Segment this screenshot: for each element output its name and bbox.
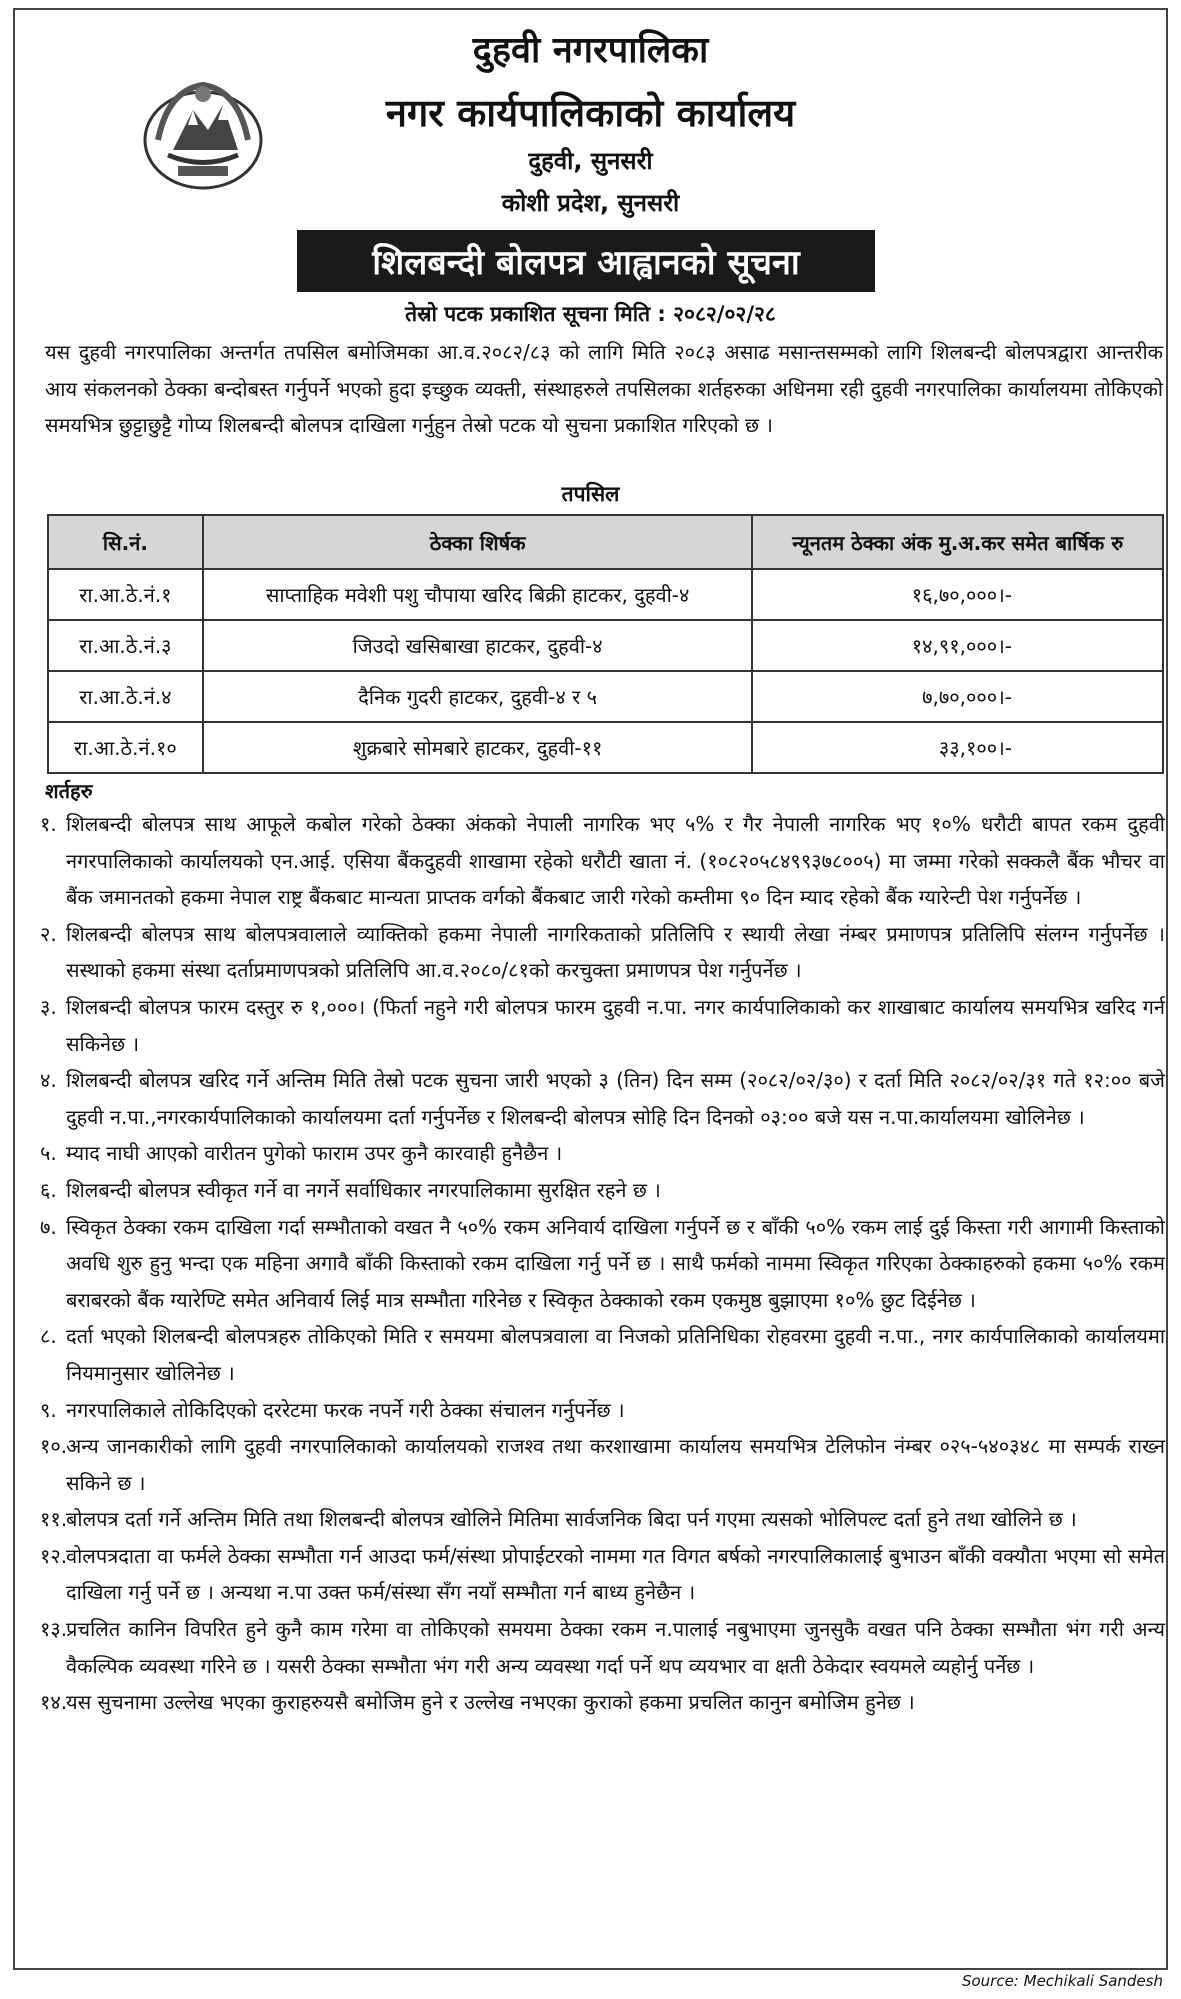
row-id: रा.आ.ठे.नं.४: [48, 671, 203, 722]
list-item: [40, 806, 1165, 916]
condition-text: नगरपालिकाले तोकिदिएको दररेटमा फरक नपर्ने गरी ठेक्का संचालन गर्नुपर्नेछ ।: [66, 1397, 625, 1422]
list-item: [40, 1209, 1165, 1319]
condition-text: बोलपत्र दर्ता गर्ने अन्तिम मिति तथा शिलबन्दी बोलपत्र खोलिने मितिमा सार्वजनिक बिदा पर्न गएमा त्यसको भोलिपल्ट दर्ता हुने तथा खोलिने छ ।: [66, 1507, 1077, 1532]
list-item: [40, 1428, 1165, 1501]
condition-number: १.: [40, 812, 57, 836]
schedule-title: तपसिल: [561, 482, 620, 506]
publish-date-line: तेस्रो पटक प्रकाशित सूचना मिति : २०८२/०२/२८: [405, 302, 776, 326]
condition-number: १३.: [40, 1617, 68, 1642]
col-header-amount: न्यूनतम ठेक्का अंक मु.अ.कर समेत बार्षिक रु: [752, 515, 1163, 569]
list-item: [40, 1501, 1165, 1538]
list-item: [40, 1392, 1165, 1429]
table-row: [48, 722, 1163, 773]
condition-number: ८.: [40, 1324, 57, 1349]
condition-text: शिलबन्दी बोलपत्र साथ आफूले कबोल गरेको ठेक्का अंकको नेपाली नागरिक भए ५% र गैर नेपाली नागरिक भए १०% धरौटी बापत रकम दुहवी नगरपालिकाको कार्यालयको एन.आई. एसिया बैंकदुहवी शाखामा रहेको धरौटी खाता नं. (१०८२०५८४९९३७८००५) मा जम्मा गरेको सक्कलै बैंक भौचर वा बैंक जमानतको हकमा नेपाल राष्ट्र बैंकबाट मान्यता प्राप्तक वर्गको बैंकबाट जारी गरेको कम्तीमा ९० दिन म्याद रहेको बैंक ग्यारेन्टी पेश गर्नुपर्नेछ ।: [66, 812, 1165, 910]
source-credit: Source: Mechikali Sandesh: [961, 1972, 1163, 1990]
municipality-name: दुहवी नगरपालिका: [472, 30, 709, 71]
condition-text: शिलबन्दी बोलपत्र खरिद गर्ने अन्तिम मिति तेस्रो पटक सुचना जारी भएको ३ (तिन) दिन सम्म (२०८२/०२/३०) र दर्ता मिति २०८२/०२/३१ गते १२:०० बजे दुहवी न.पा.,नगरकार्यपालिकाको कार्यालयमा दर्ता गर्नुपर्नेछ र शिलबन्दी बोलपत्र सोहि दिन दिनको ०३:०० बजे यस न.पा.कार्यालयमा खोलिनेछ ।: [66, 1068, 1165, 1129]
list-item: [40, 1611, 1165, 1684]
col-header-title: ठेक्का शिर्षक: [203, 515, 753, 569]
table-header-row: [48, 515, 1163, 569]
notice-title: शिलबन्दी बोलपत्र आह्वानको सूचना: [297, 230, 875, 292]
list-item: [40, 989, 1165, 1062]
table-row: [48, 620, 1163, 671]
row-amount: १४,९१,०००।-: [752, 620, 1163, 671]
condition-text: प्रचलित कानिन विपरित हुने कुनै काम गरेमा वा तोकिएको समयमा ठेक्का रकम न.पालाई नबुभाएमा जुनसुकै वखत पनि ठेक्का सम्भौता भंग गरी अन्य वैकल्पिक व्यवस्था गरिने छ । यसरी ठेक्का सम्भौता भंग गरी अन्य व्यवस्था गर्दा पर्ने थप व्ययभार वा क्षती ठेकेदार स्वयमले व्यहोर्नु पर्नेछ ।: [66, 1617, 1165, 1678]
list-item: [40, 1684, 1165, 1721]
conditions-title: शर्तहरु: [45, 779, 93, 803]
condition-number: ९.: [40, 1397, 57, 1422]
list-item: [40, 916, 1165, 989]
list-item: [40, 1062, 1165, 1135]
condition-number: ११.: [40, 1507, 68, 1532]
row-title: साप्ताहिक मवेशी पशु चौपाया खरिद बिक्री हाटकर, दुहवी-४: [203, 569, 753, 620]
list-item: [40, 1538, 1165, 1611]
condition-number: ३.: [40, 994, 57, 1019]
condition-text: म्याद नाघी आएको वारीतन पुगेको फाराम उपर कुनै कारवाही हुनैछैन ।: [66, 1141, 563, 1166]
table-row: [48, 569, 1163, 620]
office-location: दुहवी, सुनसरी: [528, 147, 653, 175]
row-amount: १६,७०,०००।-: [752, 569, 1163, 620]
condition-number: ४.: [40, 1068, 57, 1093]
schedule-table: [47, 514, 1164, 774]
row-id: रा.आ.ठे.नं.१: [48, 569, 203, 620]
condition-number: १२.: [40, 1543, 68, 1568]
row-title: शुक्रबारे सोमबारे हाटकर, दुहवी-११: [203, 722, 753, 773]
row-id: रा.आ.ठे.नं.३: [48, 620, 203, 671]
row-title: दैनिक गुदरी हाटकर, दुहवी-४ र ५: [203, 671, 753, 722]
row-title: जिउदो खसिबाखा हाटकर, दुहवी-४: [203, 620, 753, 671]
condition-text: शिलबन्दी बोलपत्र साथ बोलपत्रवालाले व्याक्तिको हकमा नेपाली नागरिकताको प्रतिलिपि र स्थायी लेखा नंम्बर प्रमाणपत्र प्रतिलिपि संलग्न गर्नुपर्नेछ । सस्थाको हकमा संस्था दर्ताप्रमाणपत्रको प्रतिलिपि आ.व.२०८०/८१को करचुक्ता प्रमाणपत्र पेश गर्नुपर्नेछ ।: [66, 921, 1165, 983]
condition-number: ६.: [40, 1177, 57, 1202]
table-row: [48, 671, 1163, 722]
row-id: रा.आ.ठे.नं.१०: [48, 722, 203, 773]
condition-text: यस सुचनामा उल्लेख भएका कुराहरुयसै बमोजिम हुने र उल्लेख नभएका कुराको हकमा प्रचलित कानुन बमोजिम हुनेछ ।: [66, 1690, 915, 1715]
list-item: [40, 1135, 1165, 1172]
condition-text: शिलबन्दी बोलपत्र स्वीकृत गर्ने वा नगर्ने सर्वाधिकार नगरपालिकामा सुरक्षित रहने छ ।: [66, 1177, 661, 1202]
condition-number: ५.: [40, 1141, 57, 1166]
row-amount: ७,७०,०००।-: [752, 671, 1163, 722]
condition-text: अन्य जानकारीको लागि दुहवी नगरपालिकाको कार्यालयको राजश्व तथा करशाखामा कार्यालय समयभित्र टेलिफोन नंम्बर ०२५-५४०३४८ मा सम्पर्क राख्न सकिने छ ।: [66, 1434, 1165, 1495]
list-item: [40, 1172, 1165, 1209]
conditions-list: [40, 806, 1165, 1721]
condition-text: वोलपत्रदाता वा फर्मले ठेक्का सम्भौता गर्न आउदा फर्म/संस्था प्रोपाईटरको नाममा गत विगत बर्षको नगरपालिकालाई बुभाउन बाँकी वक्यौता भएमा सो समेत दाखिला गर्नु पर्ने छ । अन्यथा न.पा उक्त फर्म/संस्था सँग नयाँ सम्भौता गर्न बाध्य हुनेछैन ।: [66, 1543, 1165, 1605]
condition-text: दर्ता भएको शिलबन्दी बोलपत्रहरु तोकिएको मिति र समयमा बोलपत्रवाला वा निजको प्रतिनिधिका रोहवरमा दुहवी न.पा., नगर कार्यपालिकाको कार्यालयमा नियमानुसार खोलिनेछ ।: [66, 1324, 1165, 1385]
col-header-serial: सि.नं.: [48, 515, 203, 569]
intro-paragraph: यस दुहवी नगरपालिका अन्तर्गत तपसिल बमोजिमका आ.व.२०८२/८३ को लागि मिति २०८३ असाढ मसान्तसम्मको लागि शिलबन्दी बोलपत्रद्वारा आन्तरीक आय संकलनको ठेक्का बन्दोबस्त गर्नुपर्ने भएको हुदा इच्छुक व्यक्ती, संस्थाहरुले तपसिलका शर्तहरुका अधिनमा रही दुहवी नगरपालिका कार्यालयमा तोकिएको समयभित्र छुट्टाछुट्टै गोप्य शिलबन्दी बोलपत्र दाखिला गर्नुहुन तेस्रो पटक यो सुचना प्रकाशित गरिएको छ ।: [45, 340, 1163, 437]
condition-number: १०.: [40, 1434, 68, 1459]
province-line: कोशी प्रदेश, सुनसरी: [501, 189, 680, 217]
condition-number: २.: [40, 921, 57, 946]
list-item: [40, 1318, 1165, 1391]
condition-text: स्विकृत ठेक्का रकम दाखिला गर्दा सम्भौताको वखत नै ५०% रकम अनिवार्य दाखिला गर्नुपर्ने छ र बाँकी ५०% रकम लाई दुई किस्ता गरी आगामी किस्ताको अवधि शुरु हुनु भन्दा एक महिना अगावै बाँकी किस्ताको रकम दाखिला गर्नु पर्ने छ । साथै फर्मको नाममा स्विकृत गरिएका ठेक्काहरुको हकमा ५०% रकम बराबरको बैंक ग्यारेण्टि समेत अनिवार्य लिई मात्र सम्भौता गरिनेछ र स्विकृत ठेक्काको रकम एकमुष्ठ बुझाएमा १०% छुट दिईनेछ ।: [66, 1214, 1165, 1312]
condition-number: ७.: [40, 1214, 57, 1239]
condition-number: १४.: [40, 1690, 68, 1715]
office-name: नगर कार्यपालिकाको कार्यालय: [385, 91, 796, 135]
row-amount: ३३,१००।-: [752, 722, 1163, 773]
condition-text: शिलबन्दी बोलपत्र फारम दस्तुर रु १,०००। (फिर्ता नहुने गरी बोलपत्र फारम दुहवी न.पा. नगर कार्यपालिकाको कर शाखाबाट कार्यालय समयभित्र खरिद गर्न सकिनेछ ।: [66, 994, 1165, 1056]
